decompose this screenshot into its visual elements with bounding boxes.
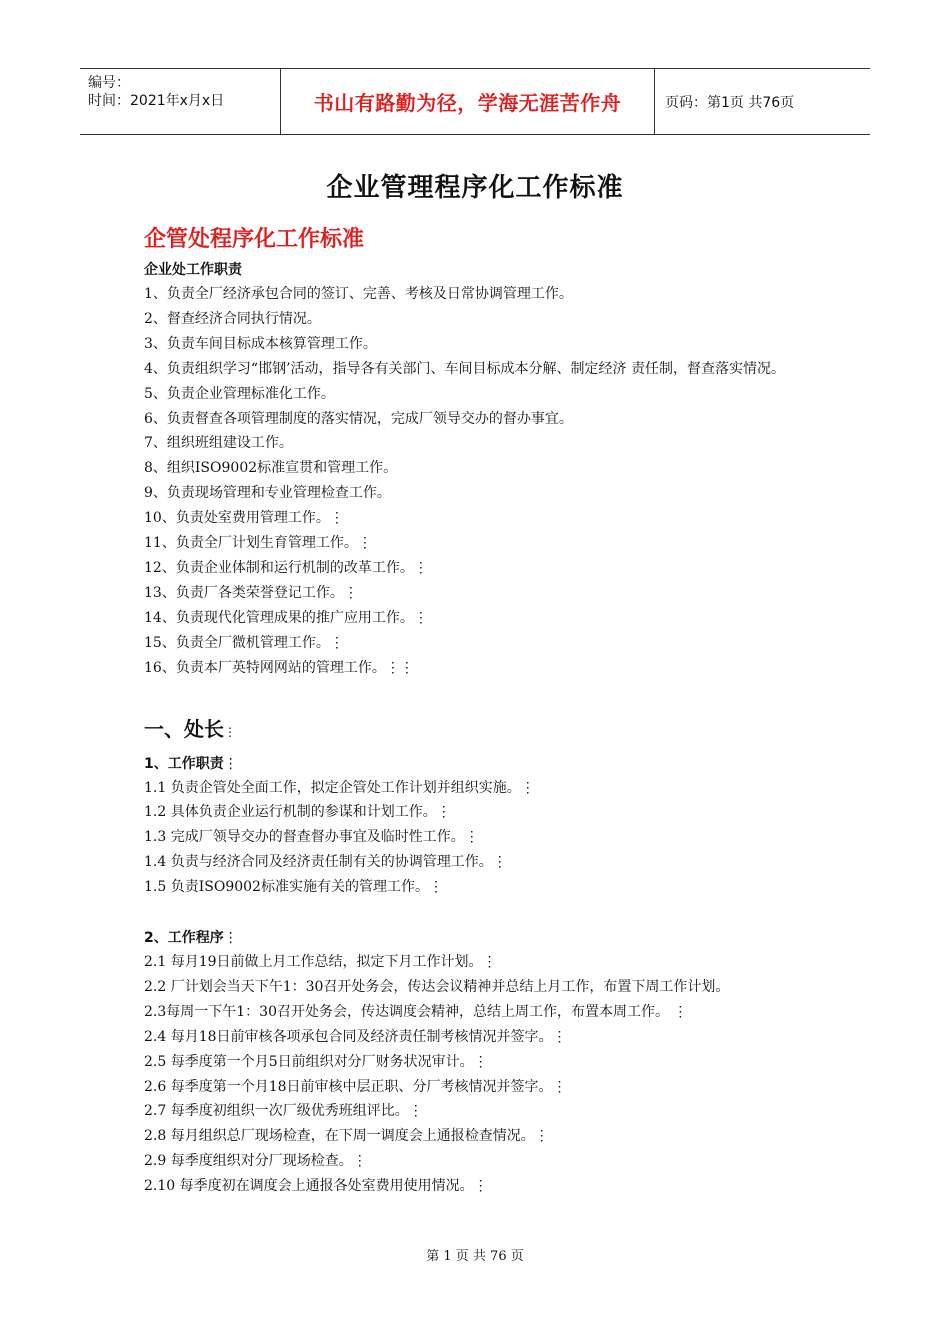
list-item: 8、组织ISO9002标准宣贯和管理工作。	[144, 460, 398, 477]
header-meta	[80, 69, 281, 134]
responsibilities-list	[144, 776, 814, 901]
list-item: 7、组织班组建设工作。	[144, 435, 293, 452]
list-item: 13、负责厂各类荣誉登记工作。⋮	[144, 584, 358, 601]
list-item: 2.5 每季度第一个月5日前组织对分厂财务状况审计。⋮	[144, 1053, 488, 1070]
document-title: 企业管理程序化工作标准	[326, 173, 624, 203]
chapter-title-mark: ⋮	[224, 724, 236, 739]
page-header	[80, 68, 870, 135]
list-item: 1、负责全厂经济承包合同的签订、完善、考核及日常协调管理工作。	[144, 286, 573, 302]
list-item: 1.1 负责企管处全面工作，拟定企管处工作计划并组织实施。⋮	[144, 779, 535, 796]
list-item: 10、负责处室费用管理工作。⋮	[144, 510, 344, 527]
list-item: 2.2 厂计划会当天下午1：30召开处务会，传达会议精神并总结上月工作，布置下周工作计划。	[144, 978, 730, 995]
list-item: 4、负责组织学习“邯钢’活动，指导各有关部门、车间目标成本分解、制定经济 责任制，督查落实情况。	[144, 360, 785, 377]
procedure-list	[144, 950, 814, 1199]
time-label: 时间：2021年x月x日	[88, 93, 225, 109]
list-item: 2.1 每月19日前做上月工作总结，拟定下月工作计划。⋮	[144, 954, 497, 971]
list-item: 12、负责企业体制和运行机制的改革工作。⋮	[144, 559, 428, 576]
list-item: 1.3 完成厂领导交办的督查督办事宜及临时性工作。⋮	[144, 829, 479, 846]
header-motto: 书山有路勤为径，学海无涯苦作舟	[281, 69, 655, 134]
procedure-title: 2、工作程序	[144, 930, 224, 947]
list-item: 2.9 每季度组织对分厂现场检查。⋮	[144, 1153, 367, 1170]
list-item: 2.4 每月18日前审核各项承包合同及经济责任制考核情况并签字。⋮	[144, 1028, 567, 1045]
duties-heading: 企业处工作职责	[144, 262, 242, 278]
responsibilities-heading	[144, 752, 814, 776]
list-item: 1.5 负责ISO9002标准实施有关的管理工作。⋮	[144, 879, 443, 896]
list-item: 9、负责现场管理和专业管理检查工作。	[144, 485, 391, 502]
duties-list	[144, 282, 814, 681]
page-footer: 第 1 页 共 76 页	[426, 1249, 524, 1264]
responsibilities-title: 1、工作职责	[144, 755, 224, 772]
list-item: 1.2 具体负责企业运行机制的参谋和计划工作。⋮	[144, 804, 451, 821]
list-item: 16、负责本厂英特网网站的管理工作。⋮⋮	[144, 659, 414, 676]
procedure-heading	[144, 926, 814, 950]
list-item: 3、负责车间目标成本核算管理工作。	[144, 335, 377, 352]
list-item: 2.7 每季度初组织一次厂级优秀班组评比。⋮	[144, 1103, 423, 1120]
list-item: 5、负责企业管理标准化工作。	[144, 385, 335, 402]
responsibilities-mark: ⋮	[223, 755, 238, 772]
header-page-info: 页码：第1页 共76页	[665, 94, 795, 111]
section-title: 企管处程序化工作标准	[144, 227, 365, 252]
list-item: 2.8 每月组织总厂现场检查，在下周一调度会上通报检查情况。⋮	[144, 1128, 549, 1145]
document-body	[144, 258, 814, 1199]
list-item: 2、督查经济合同执行情况。	[144, 310, 321, 327]
list-item: 6、负责督查各项管理制度的落实情况，完成厂领导交办的督办事宜。	[144, 410, 573, 427]
list-item: 15、负责全厂微机管理工作。⋮	[144, 634, 344, 651]
list-item: 2.6 每季度第一个月18日前审核中层正职、分厂考核情况并签字。⋮	[144, 1078, 567, 1095]
list-item: 2.10 每季度初在调度会上通报各处室费用使用情况。⋮	[144, 1178, 488, 1195]
chapter-heading	[144, 715, 814, 746]
list-item: 1.4 负责与经济合同及经济责任制有关的协调管理工作。⋮	[144, 854, 507, 871]
procedure-mark: ⋮	[223, 930, 238, 947]
number-label: 编号：	[88, 75, 130, 91]
chapter-title: 一、处长	[144, 716, 224, 741]
list-item: 14、负责现代化管理成果的推广应用工作。⋮	[144, 609, 428, 626]
list-item: 2.3每周一下午1：30召开处务会，传达调度会精神，总结上周工作，布置本周工作。 ⋮	[144, 1003, 688, 1020]
list-item: 11、负责全厂计划生育管理工作。⋮	[144, 535, 372, 552]
